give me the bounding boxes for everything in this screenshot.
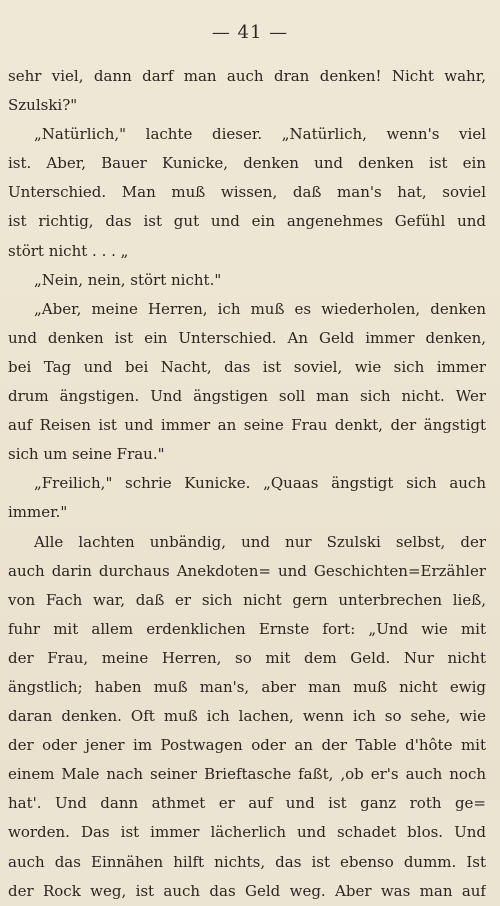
- page-number: — 41 —: [211, 22, 289, 43]
- text-line: hat'. Und dann athmet er auf und ist ganz roth ge=: [8, 794, 486, 813]
- text-line: sich um seine Frau.": [8, 445, 165, 464]
- text-line: „Nein, nein, stört nicht.": [34, 270, 222, 289]
- text-line: worden. Das ist immer lächerlich und schadet blos. Und: [8, 823, 486, 842]
- text-line: sehr viel, dann darf man auch dran denken! Nicht wahr,: [8, 67, 486, 85]
- text-line: immer.": [8, 503, 68, 522]
- text-line: „Freilich," schrie Kunicke. „Quaas ängstigt sich auch: [34, 474, 486, 493]
- text-line: ängstlich; haben muß man's, aber man muß nicht ewig: [8, 677, 486, 696]
- text-line: und denken ist ein Unterschied. An Geld immer denken,: [8, 328, 486, 347]
- text-line: ist. Aber, Bauer Kunicke, denken und denken ist ein: [8, 154, 486, 173]
- text-line: „Natürlich," lachte dieser. „Natürlich, wenn's viel: [34, 125, 486, 144]
- text-line: auf Reisen ist und immer an seine Frau denkt, der ängstigt: [8, 416, 486, 435]
- text-line: Szulski?": [8, 96, 78, 115]
- text-line: bei Tag und bei Nacht, das ist soviel, wie sich immer: [8, 357, 486, 376]
- text-line: „Aber, meine Herren, ich muß es wiederholen, denken: [34, 299, 486, 318]
- text-line: auch das Einnähen hilft nichts, das ist ebenso dumm. Ist: [8, 852, 486, 871]
- text-line: ist richtig, das ist gut und ein angenehmes Gefühl und: [8, 212, 486, 231]
- body-text: [8, 62, 486, 906]
- text-line: daran denken. Oft muß ich lachen, wenn ich so sehe, wie: [8, 707, 486, 726]
- text-line: drum ängstigen. Und ängstigen soll man sich nicht. Wer: [8, 387, 486, 406]
- text-line: stört nicht . . . „: [8, 241, 129, 260]
- text-line: auch darin durchaus Anekdoten= und Geschichten=Erzähler: [8, 561, 486, 580]
- text-line: von Fach war, daß er sich nicht gern unterbrechen ließ,: [8, 590, 486, 609]
- text-line: Unterschied. Man muß wissen, daß man's hat, soviel: [8, 183, 486, 202]
- text-line: fuhr mit allem erdenklichen Ernste fort: „Und wie mit: [8, 619, 486, 638]
- text-line: der oder jener im Postwagen oder an der Table d'hôte mit: [8, 736, 486, 755]
- text-line: Alle lachten unbändig, und nur Szulski selbst, der: [34, 532, 486, 551]
- text-line: der Rock weg, ist auch das Geld weg. Aber was man auf: [8, 881, 486, 900]
- text-line: einem Male nach seiner Brieftasche faßt, ‚ob er's auch noch: [8, 765, 486, 784]
- text-line: der Frau, meine Herren, so mit dem Geld. Nur nicht: [8, 648, 486, 667]
